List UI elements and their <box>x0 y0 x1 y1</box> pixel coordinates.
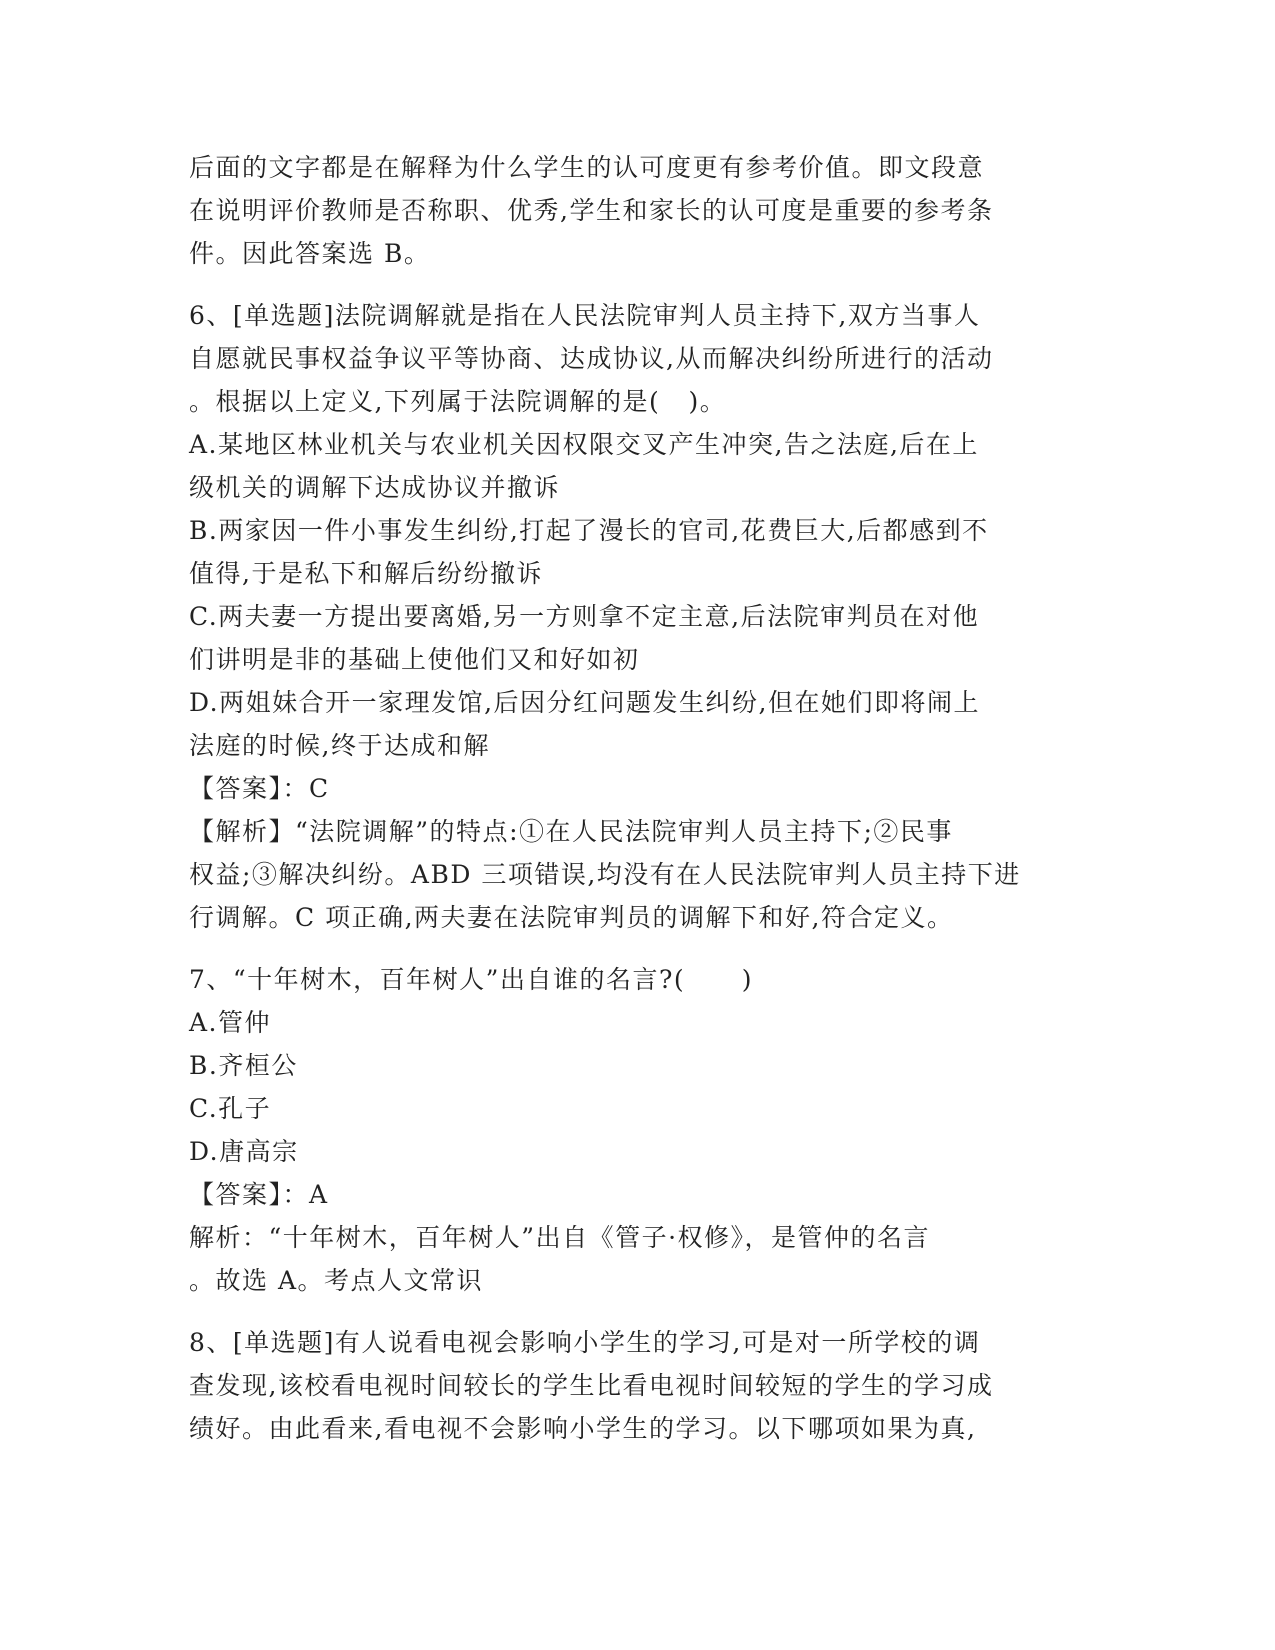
analysis-line: 【解析】“法院调解”的特点:①在人民法院审判人员主持下;②民事 <box>189 817 953 846</box>
option-c-line: C.两夫妻一方提出要离婚,另一方则拿不定主意,后法院审判员在对他 <box>189 602 980 631</box>
question-stem-line: 6、[单选题]法院调解就是指在人民法院审判人员主持下,双方当事人 <box>189 301 981 330</box>
option-d-line: D.两姐妹合开一家理发馆,后因分红问题发生纠纷,但在她们即将闹上 <box>189 688 980 717</box>
question-7 <box>189 958 1089 1302</box>
question-6 <box>189 294 1089 939</box>
question-8 <box>189 1321 1089 1450</box>
question-stem-line: 查发现,该校看电视时间较长的学生比看电视时间较短的学生的学习成 <box>189 1371 994 1400</box>
question-stem-line: 8、[单选题]有人说看电视会影响小学生的学习,可是对一所学校的调 <box>189 1328 981 1357</box>
analysis-line: 。故选 A。考点人文常识 <box>189 1266 484 1295</box>
intro-paragraph <box>189 146 1089 275</box>
text-line: 件。因此答案选 B。 <box>189 239 431 268</box>
option-d-line: D.唐高宗 <box>189 1137 299 1166</box>
option-d-line: 法庭的时候,终于达成和解 <box>189 731 490 760</box>
option-a-line: A.某地区林业机关与农业机关因权限交叉产生冲突,告之法庭,后在上 <box>189 430 979 459</box>
text-line: 在说明评价教师是否称职、优秀,学生和家长的认可度是重要的参考条 <box>189 196 994 225</box>
answer-line: 【答案】：A <box>189 1180 329 1209</box>
answer-line: 【答案】：C <box>189 774 330 803</box>
question-stem-line: 自愿就民事权益争议平等协商、达成协议,从而解决纠纷所进行的活动 <box>189 344 994 373</box>
option-a-line: 级机关的调解下达成协议并撤诉 <box>189 473 561 502</box>
question-stem-line: 绩好。由此看来,看电视不会影响小学生的学习。以下哪项如果为真, <box>189 1414 977 1443</box>
option-b-line: 值得,于是私下和解后纷纷撤诉 <box>189 559 543 588</box>
option-b-line: B.齐桓公 <box>189 1051 298 1080</box>
option-b-line: B.两家因一件小事发生纠纷,打起了漫长的官司,花费巨大,后都感到不 <box>189 516 989 545</box>
analysis-line: 权益;③解决纠纷。ABD 三项错误,均没有在人民法院审判人员主持下进 <box>189 860 1021 889</box>
analysis-line: 解析：“十年树木，百年树人”出自《管子·权修》，是管仲的名言 <box>189 1223 931 1252</box>
paragraph-gap <box>189 275 1089 294</box>
question-stem-line: 。根据以上定义,下列属于法院调解的是( )。 <box>189 387 727 416</box>
paragraph-gap <box>189 939 1089 958</box>
option-a-line: A.管仲 <box>189 1008 272 1037</box>
page-content <box>189 146 1089 1450</box>
analysis-line: 行调解。C 项正确,两夫妻在法院审判员的调解下和好,符合定义。 <box>189 903 954 932</box>
text-line: 后面的文字都是在解释为什么学生的认可度更有参考价值。即文段意 <box>189 153 985 182</box>
option-c-line: 们讲明是非的基础上使他们又和好如初 <box>189 645 640 674</box>
option-c-line: C.孔子 <box>189 1094 272 1123</box>
paragraph-gap <box>189 1302 1089 1321</box>
question-stem-line: 7、“十年树木，百年树人”出自谁的名言?( ) <box>189 965 754 994</box>
